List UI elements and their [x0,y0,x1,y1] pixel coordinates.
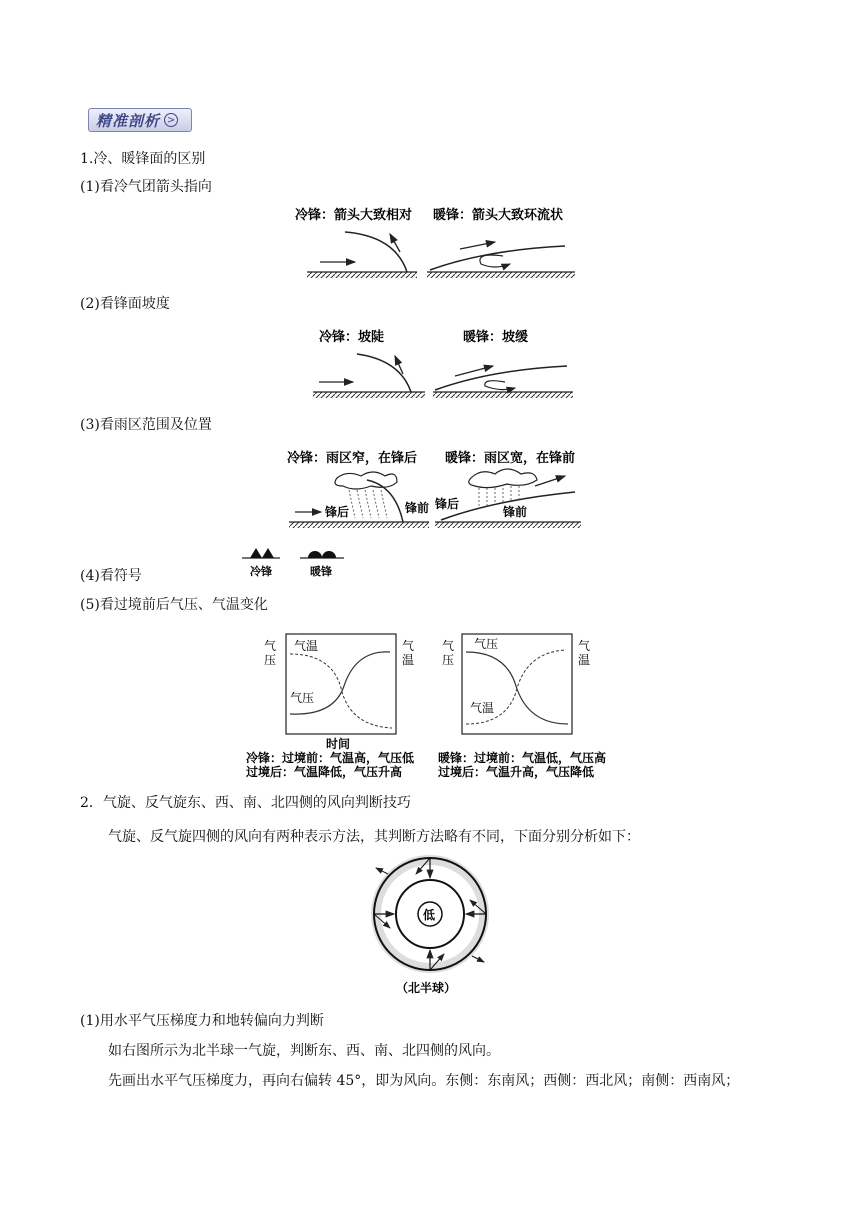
subsection-2-1: (1)用水平气压梯度力和地转偏向力判断 [80,1013,324,1029]
warm-front-ahead-label: 锋前 [503,505,528,519]
cold-front-line [345,232,407,272]
warm-front-behind-label: 锋后 [435,497,460,511]
cold-front-symbol-label: 冷锋 [250,565,272,578]
warm-front-slope-label: 暖锋：坡缓 [463,330,529,345]
warm-front-arrows-label: 暖锋：箭头大致环流状 [433,208,564,223]
section-2-title: 2．气旋、反气旋东、西、南、北四侧的风向判断技巧 [80,795,411,811]
warm-pressure-label: 气压 [474,637,499,651]
front-symbols-figure [240,544,350,580]
center-low-label: 低 [423,908,436,922]
front-rain-figure [285,446,585,532]
front-arrows-figure [295,204,585,284]
cold-summary-line2: 过境后：气温降低，气压升高 [246,765,403,779]
cold-front-ahead-label: 锋前 [405,501,430,515]
chevron-right-icon: > [164,113,178,127]
cold-front-behind-label: 锋后 [325,505,350,519]
cold-left-axis-label: 气压 [264,639,277,667]
cold-front-slope-label: 冷锋：坡陡 [319,330,385,345]
subsection-1-3: (3)看雨区范围及位置 [80,417,212,433]
cyclone-caption: （北半球） [396,981,457,995]
subsection-1-1: (1)看冷气团箭头指向 [80,179,212,195]
section-1-title: 1.冷、暖锋面的区别 [80,151,206,167]
section-2-paragraph-1: 如右图所示为北半球一气旋，判断东、西、南、北四侧的风向。 [108,1043,500,1059]
cold-right-axis-label: 气温 [402,639,415,667]
cold-front-arrows-label: 冷锋：箭头大致相对 [295,208,413,223]
cold-pressure-label: 气压 [290,691,315,705]
warm-front-rain-label: 暖锋：雨区宽，在锋前 [445,451,576,466]
cold-temp-label: 气温 [294,639,319,653]
warm-front-symbol-label: 暖锋 [310,565,332,578]
subsection-1-4: (4)看符号 [80,568,142,584]
warm-summary-line2: 过境后：气温升高，气压降低 [438,765,595,779]
cold-front-cloud [335,472,397,489]
pressure-temperature-figure [244,630,624,780]
section-2-intro: 气旋、反气旋四侧的风向有两种表示方法，其判断方法略有不同，下面分别分析如下： [108,829,640,845]
warm-temp-label: 气温 [470,701,495,715]
cyclone-figure [362,852,498,1000]
warm-left-axis-label: 气压 [442,639,455,667]
time-axis-label: 时间 [326,737,351,751]
front-slope-figure [305,324,580,402]
section-badge [88,108,192,132]
warm-front-symbol [308,551,336,558]
warm-right-axis-label: 气温 [578,639,591,667]
warm-summary-line1: 暖锋：过境前：气温低，气压高 [438,751,607,765]
cold-summary-line1: 冷锋：过境前：气温高，气压低 [246,751,415,765]
ground-hatch [307,272,417,278]
subsection-1-2: (2)看锋面坡度 [80,296,170,312]
cold-front-rain-label: 冷锋：雨区窄，在锋后 [287,451,418,466]
subsection-1-5: (5)看过境前后气压、气温变化 [80,597,268,613]
badge-label: 精准剖析 [96,111,161,130]
section-2-paragraph-2: 先画出水平气压梯度力，再向右偏转 45°，即为风向。东侧：东南风；西侧：西北风；南侧：西南风； [108,1073,740,1089]
cold-front-symbol [250,548,274,558]
warm-front-cloud [469,469,537,488]
